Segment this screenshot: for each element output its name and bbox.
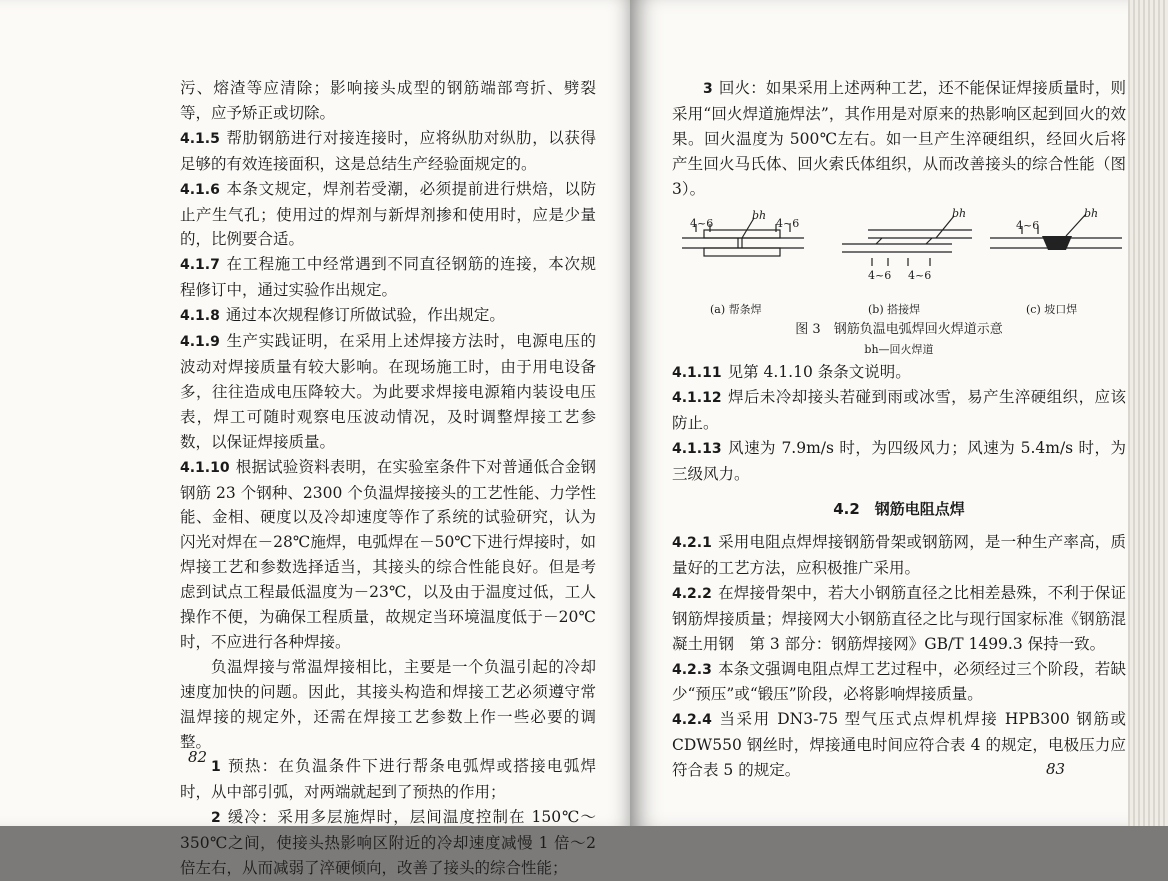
clause-text: 生产实践证明，在采用上述焊接方法时，电源电压的波动对焊接质量有较大影响。在现场施工时，由于用电设备多，往往造成电压降较大。为此要求焊接电源箱内装设电压表，焊工可随时观察电压波动情况，及时调整焊接工艺参数，以保证焊接质量。	[180, 332, 596, 451]
list-item-tempering	[672, 76, 1126, 202]
panel-label-b: (b) 搭接焊	[868, 302, 921, 316]
clause-4-1-11	[672, 360, 1126, 386]
item-number: 1	[211, 759, 221, 776]
clause-text: 本条文强调电阻点焊工艺过程中，必须经过三个阶段，若缺少“预压”或“锻压”阶段，必将影响焊接质量。	[672, 659, 1126, 704]
clause-text: 本条文规定，焊剂若受潮，必须提前进行烘焙，以防止产生气孔；使用过的焊剂与新焊剂掺和使用时，应是少量的，比例要合适。	[180, 179, 596, 249]
figure-3	[672, 202, 1126, 320]
clause-text: 根据试验资料表明，在实验室条件下对普通低合金钢钢筋 23 个钢种、2300 个负温焊接接头的工艺性能、力学性能、金相、硬度以及冷却速度等作了系统的试验研究，认为闪光对焊在－28℃施焊，电弧焊在－50℃下进行焊接时，如焊接工艺和参数选择适当，其接头的综合性能良好。但是考虑到试点工程最低温度为－23℃，以及由于温度过低，工人操作不便，为确保工程质量，故规定当环境温度低于－20℃时，不应进行各种焊接。	[180, 457, 596, 651]
clause-number: 4.1.12	[672, 390, 722, 407]
clause-4-2-3	[672, 657, 1126, 708]
clause-number: 4.1.8	[180, 308, 220, 325]
clause-number: 4.2.2	[672, 585, 712, 602]
book-page-edge	[1128, 0, 1168, 826]
item-text: 预热：在负温条件下进行帮条电弧焊或搭接电弧焊时，从中部引弧，对两端就起到了预热的作用；	[180, 757, 596, 802]
right-page	[630, 0, 1164, 826]
item-text: 缓冷：采用多层施焊时，层间温度控制在 150℃～350℃之间，使接头热影响区附近的冷却速度减慢 1 倍～2 倍左右，从而减弱了淬硬倾向，改善了接头的综合性能；	[180, 808, 596, 878]
clause-number: 4.1.9	[180, 334, 220, 351]
clause-text: 在焊接骨架中，若大小钢筋直径之比相差悬殊，不利于保证钢筋焊接质量；焊接网大小钢筋直径之比与现行国家标准《钢筋混凝土用钢 第 3 部分：钢筋焊接网》GB/T 1499.3 保持一致。	[672, 583, 1126, 653]
item-text: 回火：如果采用上述两种工艺，还不能保证焊接质量时，则采用“回火焊道施焊法”，其作用是对原来的热影响区起到回火的效果。回火温度为 500℃左右。如一旦产生淬硬组织，经回火后将产生回火马氏体、回火索氏体组织，从而改善接头的综合性能（图 3）。	[672, 79, 1126, 198]
dim-label-a-left: 4~6	[690, 216, 714, 230]
clause-text: 焊后未冷却接头若碰到雨或冰雪，易产生淬硬组织，应该防止。	[672, 388, 1126, 433]
clause-text: 通过本次规程修订所做试验，作出规定。	[225, 306, 505, 325]
clause-number: 4.1.13	[672, 441, 722, 458]
list-item-preheat	[180, 754, 596, 805]
clause-number: 4.1.11	[672, 364, 722, 381]
clause-text: 当采用 DN3-75 型气压式点焊机焊接 HPB300 钢筋或 CDW550 钢丝时，焊接通电时间应符合表 4 的规定，电极压力应符合表 5 的规定。	[672, 710, 1126, 780]
paragraph-continuation: 污、熔渣等应清除；影响接头成型的钢筋端部弯折、劈裂等，应予矫正或切除。	[180, 79, 596, 122]
figure-caption: 图 3 钢筋负温电弧焊回火焊道示意	[795, 321, 1003, 337]
dim-label-a-right: 4~6	[776, 216, 800, 230]
clause-4-1-5	[180, 126, 596, 177]
dim-label-b-left: 4~6	[868, 268, 892, 282]
list-item-slow-cool	[180, 805, 596, 881]
clause-4-2-2	[672, 581, 1126, 657]
clause-4-1-8	[180, 303, 596, 329]
dim-label-c: 4~6	[1016, 218, 1040, 232]
clause-4-1-10	[180, 455, 596, 655]
page-number-right: 83	[1046, 760, 1066, 778]
left-text-column	[180, 76, 596, 881]
clause-text: 风速为 7.9m/s 时，为四级风力；风速为 5.4m/s 时，为三级风力。	[672, 439, 1126, 484]
bh-label-a: bh	[752, 208, 767, 222]
item-number: 2	[211, 810, 221, 827]
panel-label-c: (c) 坡口焊	[1026, 302, 1078, 316]
clause-4-1-6	[180, 177, 596, 253]
clause-4-1-13	[672, 436, 1126, 487]
figure-legend: bh—回火焊道	[864, 342, 934, 356]
clause-4-1-7	[180, 252, 596, 303]
clause-number: 4.1.6	[180, 181, 220, 198]
bh-label-b: bh	[952, 206, 967, 220]
section-heading-4-2: 4.2 钢筋电阻点焊	[833, 500, 965, 519]
panel-label-a: (a) 帮条焊	[710, 302, 762, 316]
clause-text: 帮肋钢筋进行对接连接时，应将纵肋对纵肋，以获得足够的有效连接面积，这是总结生产经验面规定的。	[180, 128, 596, 173]
clause-number: 4.2.1	[672, 534, 712, 551]
clause-4-1-12	[672, 385, 1126, 436]
clause-number: 4.2.4	[672, 712, 712, 729]
clause-text: 采用电阻点焊焊接钢筋骨架或钢筋网，是一种生产率高，质量好的工艺方法，应积极推广采用。	[672, 532, 1126, 577]
paragraph-negative-temp: 负温焊接与常温焊接相比，主要是一个负温引起的冷却速度加快的问题。因此，其接头构造和焊接工艺必须遵守常温焊接的规定外，还需在焊接工艺参数上作一些必要的调整。	[180, 657, 596, 751]
dim-label-b-right: 4~6	[908, 268, 932, 282]
clause-4-2-1	[672, 530, 1126, 581]
page-number-left: 82	[188, 748, 208, 766]
clause-number: 4.2.3	[672, 661, 712, 678]
clause-text: 见第 4.1.10 条条文说明。	[727, 362, 911, 381]
bh-label-c: bh	[1084, 206, 1099, 220]
clause-text: 在工程施工中经常遇到不同直径钢筋的连接，本次规程修订中，通过实验作出规定。	[180, 255, 596, 300]
right-text-column	[672, 76, 1126, 783]
item-number: 3	[703, 81, 713, 97]
clause-4-1-9	[180, 329, 596, 455]
clause-number: 4.1.5	[180, 130, 220, 147]
clause-number: 4.1.10	[180, 459, 230, 476]
clause-number: 4.1.7	[180, 257, 220, 274]
